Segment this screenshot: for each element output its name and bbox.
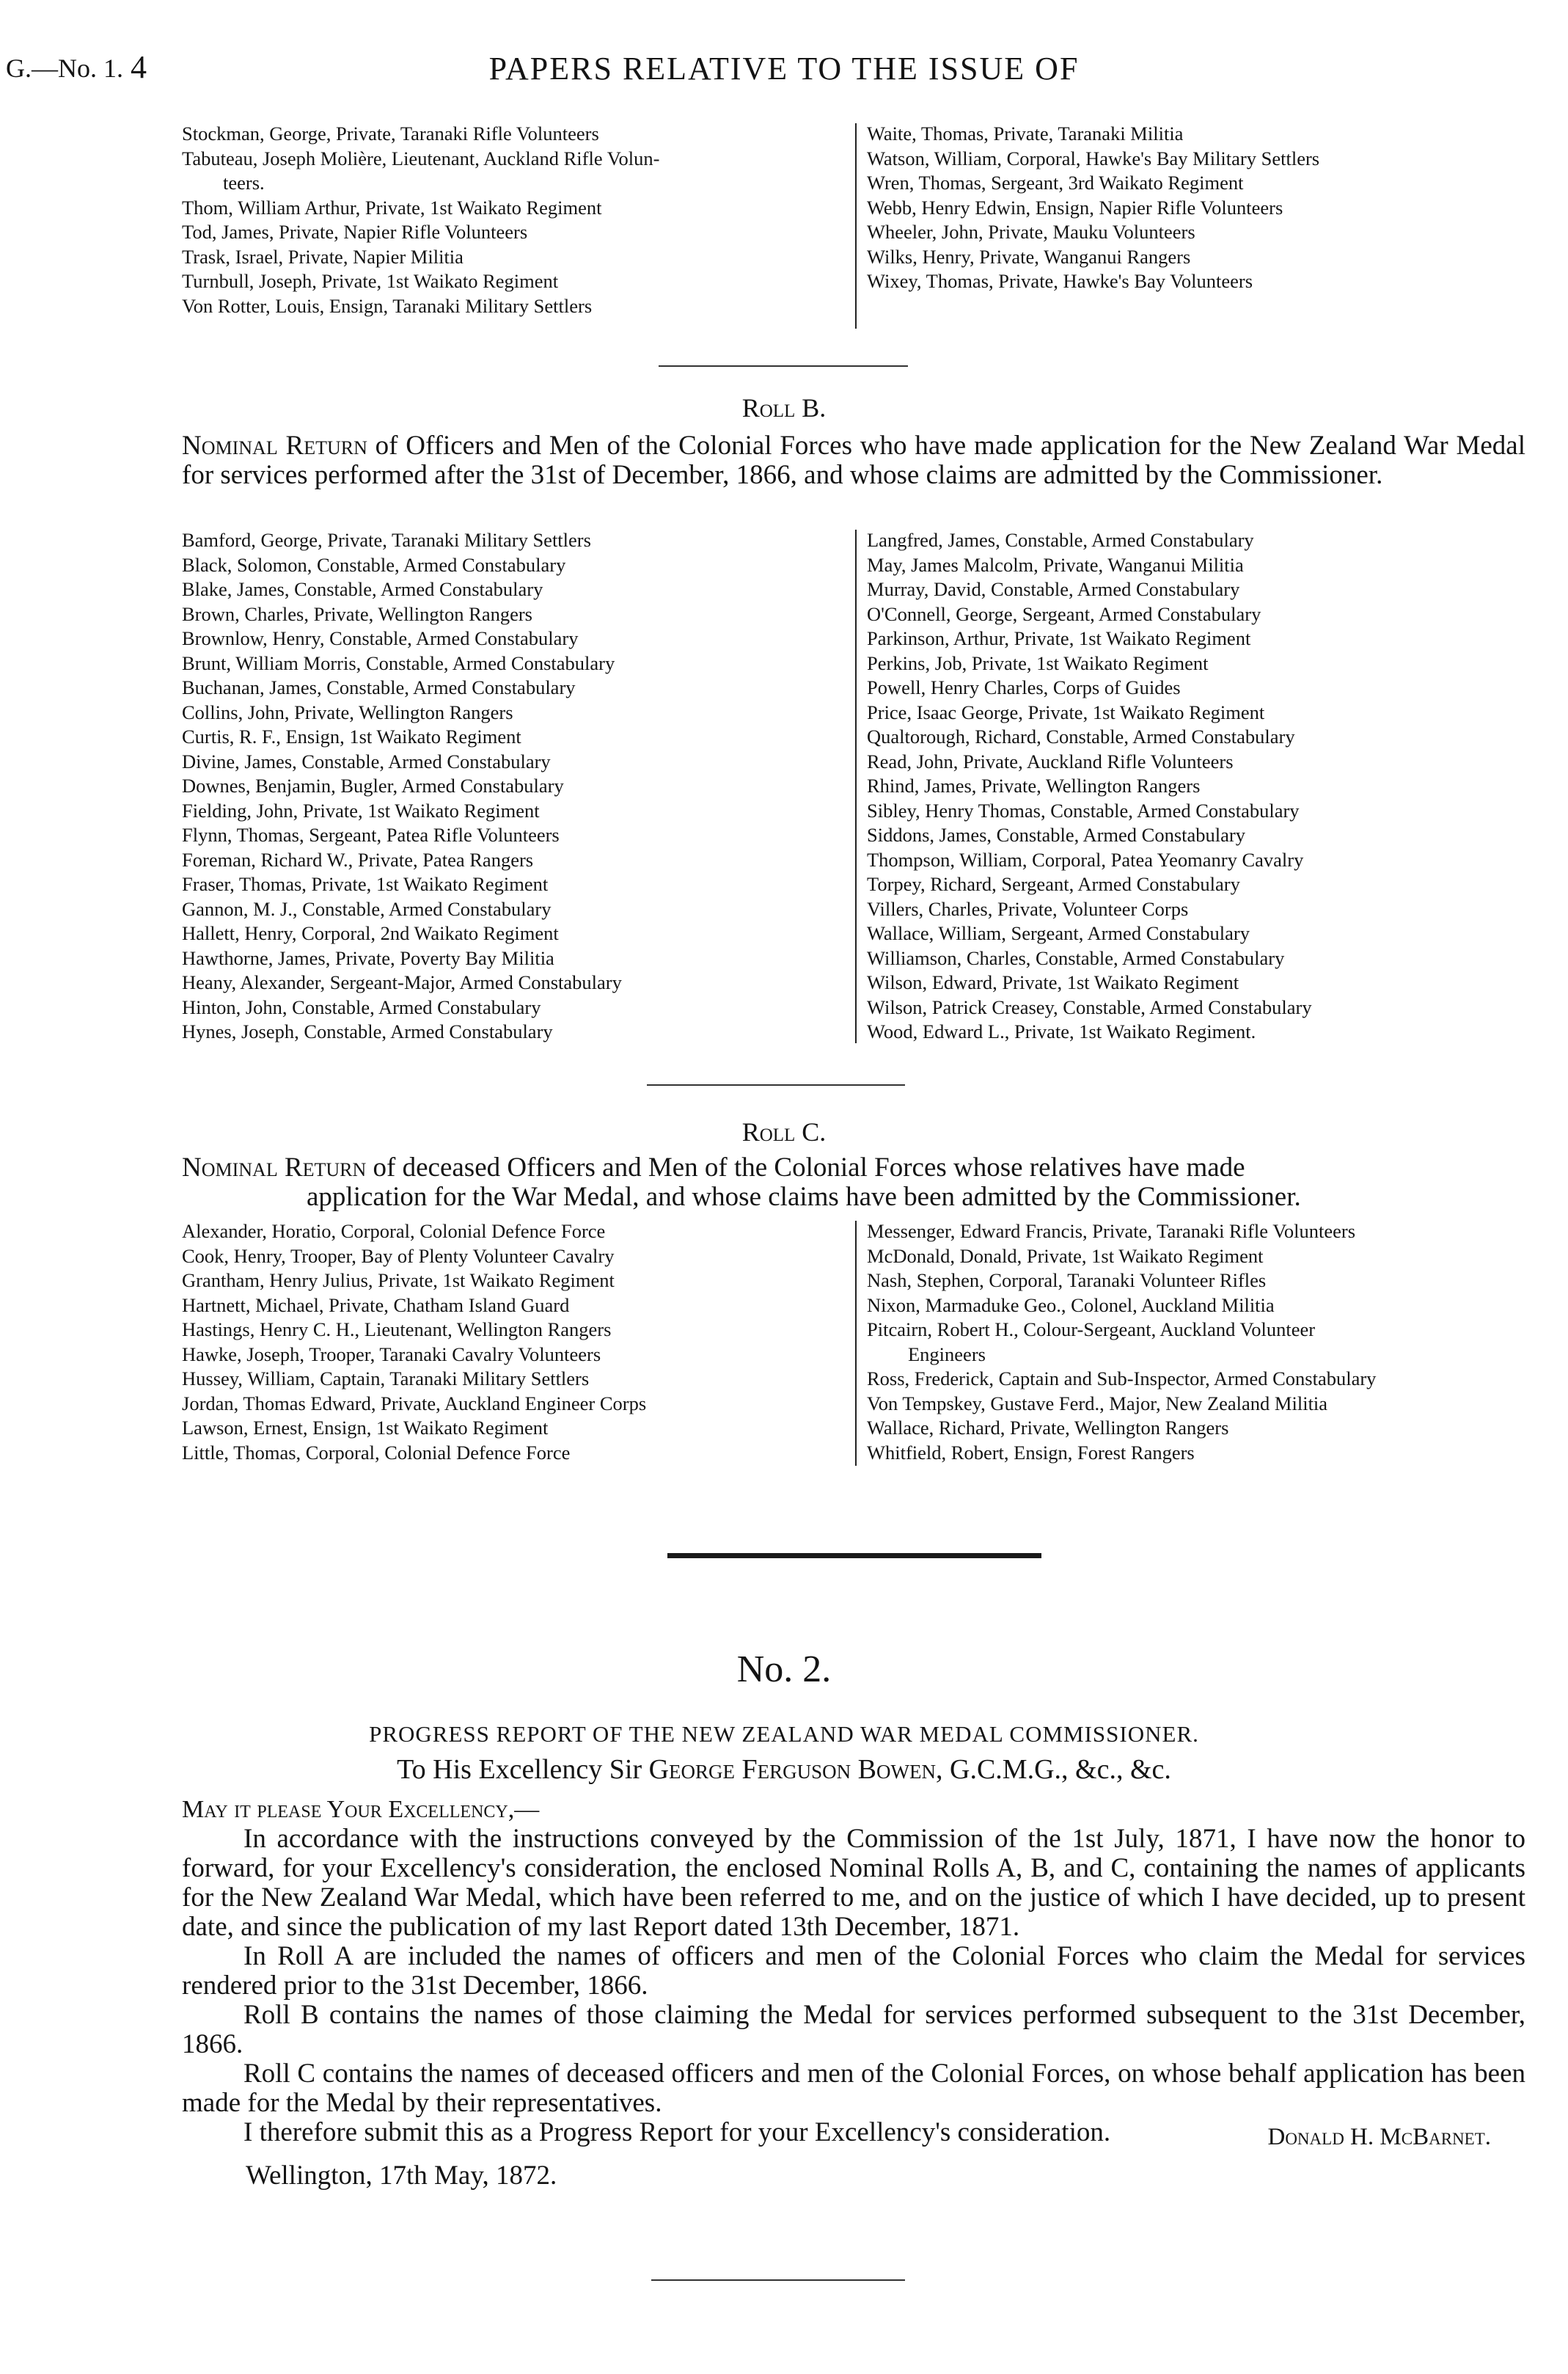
list-item: Von Rotter, Louis, Ensign, Taranaki Military Settlers — [182, 294, 593, 317]
list-item: Wallace, Richard, Private, Wellington Rangers — [867, 1417, 1229, 1439]
list-item: Hynes, Joseph, Constable, Armed Constabulary — [182, 1020, 553, 1042]
list-item: Messenger, Edward Francis, Private, Taranaki Rifle Volunteers — [867, 1220, 1356, 1242]
list-item: Hallett, Henry, Corporal, 2nd Waikato Regiment — [182, 922, 559, 944]
report-paragraph: I therefore submit this as a Progress Report for your Excellency's consideration. — [243, 2117, 1111, 2147]
list-item: Hussey, William, Captain, Taranaki Military Settlers — [182, 1367, 590, 1389]
list-item: Grantham, Henry Julius, Private, 1st Waikato Regiment — [182, 1269, 615, 1291]
page-number: 4 — [131, 49, 147, 85]
report-paragraph: Roll C contains the names of deceased officers and men of the Colonial Forces, on whose behalf application has been made for the Medal by their representatives. — [182, 2059, 1525, 2118]
list-item: Jordan, Thomas Edward, Private, Auckland Engineer Corps — [182, 1392, 647, 1414]
list-item: Stockman, George, Private, Taranaki Rifle Volunteers — [182, 123, 599, 145]
list-item: Hawke, Joseph, Trooper, Taranaki Cavalry Volunteers — [182, 1343, 601, 1365]
list-item: McDonald, Donald, Private, 1st Waikato Regiment — [867, 1244, 1264, 1267]
list-item: Webb, Henry Edwin, Ensign, Napier Rifle Volunteers — [867, 196, 1283, 219]
roll-c-intro-line1 — [182, 1153, 1525, 1183]
list-item: Fraser, Thomas, Private, 1st Waikato Regiment — [182, 873, 549, 895]
list-item: Parkinson, Arthur, Private, 1st Waikato Regiment — [867, 627, 1251, 649]
page-reference: G.—No. 1. — [6, 54, 123, 83]
list-item: Sibley, Henry Thomas, Constable, Armed Constabulary — [867, 799, 1300, 822]
list-item: Nixon, Marmaduke Geo., Colonel, Auckland Militia — [867, 1293, 1275, 1316]
list-item: Bamford, George, Private, Taranaki Military Settlers — [182, 529, 591, 551]
section-divider — [659, 365, 908, 367]
list-item: Perkins, Job, Private, 1st Waikato Regiment — [867, 651, 1209, 674]
report-paragraph: Roll B contains the names of those claiming the Medal for services performed subsequent to the 31st December, 1866. — [182, 2000, 1525, 2059]
column-divider — [855, 530, 857, 1043]
list-item: Williamson, Charles, Constable, Armed Constabulary — [867, 946, 1285, 969]
list-item: Wren, Thomas, Sergeant, 3rd Waikato Regiment — [867, 172, 1244, 194]
list-item: Thom, William Arthur, Private, 1st Waikato Regiment — [182, 196, 602, 219]
roll-b-intro — [182, 431, 1525, 490]
roll-b-right-column — [867, 528, 1312, 1045]
list-item: Alexander, Horatio, Corporal, Colonial Defence Force — [182, 1220, 606, 1242]
roll-c-intro-text: of deceased Officers and Men of the Colonial Forces whose relatives have made — [366, 1153, 1245, 1183]
list-item: May, James Malcolm, Private, Wanganui Militia — [867, 553, 1244, 576]
list-item: Wilks, Henry, Private, Wanganui Rangers — [867, 245, 1191, 268]
list-item: Hawthorne, James, Private, Poverty Bay Militia — [182, 946, 554, 969]
list-item: Wood, Edward L., Private, 1st Waikato Regiment. — [867, 1020, 1256, 1042]
report-addressee — [0, 1753, 1568, 1786]
list-item: Curtis, R. F., Ensign, 1st Waikato Regiment — [182, 726, 521, 748]
list-item: Nash, Stephen, Corporal, Taranaki Volunteer Rifles — [867, 1269, 1267, 1291]
roll-a-left-column — [182, 122, 659, 318]
list-item: Fielding, John, Private, 1st Waikato Regiment — [182, 799, 540, 822]
list-item: Villers, Charles, Private, Volunteer Corps — [867, 897, 1189, 920]
roll-c-left-column — [182, 1219, 646, 1465]
list-item: Murray, David, Constable, Armed Constabulary — [867, 578, 1240, 600]
list-item: Lawson, Ernest, Ensign, 1st Waikato Regiment — [182, 1417, 549, 1439]
report-number: No. 2. — [736, 1648, 832, 1690]
report-body — [182, 1825, 1525, 2147]
list-item: Pitcairn, Robert H., Colour-Sergeant, Auckland Volunteer — [867, 1318, 1316, 1340]
list-item: Qualtorough, Richard, Constable, Armed Constabulary — [867, 726, 1295, 748]
roll-b-intro-label: Nominal Return — [182, 431, 367, 461]
list-item: Downes, Benjamin, Bugler, Armed Constabulary — [182, 775, 564, 797]
roll-b-intro-text: of Officers and Men of the Colonial Forces who have made application for the New Zealand War Medal for services performed after the 31st of December, 1866, and whose claims are admitted by the Commissioner. — [182, 431, 1526, 490]
list-item: Flynn, Thomas, Sergeant, Patea Rifle Volunteers — [182, 824, 560, 846]
list-item-continuation: teers. — [223, 172, 265, 194]
list-item: Wallace, William, Sergeant, Armed Constabulary — [867, 922, 1250, 944]
section-divider — [647, 1084, 905, 1086]
list-item: Little, Thomas, Corporal, Colonial Defence Force — [182, 1441, 571, 1464]
salutation: May it please Your Excellency,— — [182, 1796, 540, 1823]
list-item: Langfred, James, Constable, Armed Constabulary — [867, 529, 1254, 551]
list-item: Foreman, Richard W., Private, Patea Rangers — [182, 848, 534, 871]
list-item: Waite, Thomas, Private, Taranaki Militia — [867, 123, 1184, 145]
list-item: Brunt, William Morris, Constable, Armed Constabulary — [182, 651, 615, 674]
roll-c-title: Roll C. — [741, 1117, 827, 1147]
footer-divider — [651, 2279, 905, 2281]
roll-b-title: Roll B. — [741, 393, 827, 423]
list-item: Watson, William, Corporal, Hawke's Bay Military Settlers — [867, 147, 1320, 169]
list-item: Wheeler, John, Private, Mauku Volunteers — [867, 221, 1195, 243]
list-item: Buchanan, James, Constable, Armed Constabulary — [182, 676, 576, 698]
signature: Donald H. McBarnet. — [1267, 2124, 1491, 2150]
section-divider-thick — [667, 1553, 1041, 1558]
list-item: Wixey, Thomas, Private, Hawke's Bay Volunteers — [867, 270, 1253, 292]
list-item: Tabuteau, Joseph Molière, Lieutenant, Auckland Rifle Volun- — [182, 147, 660, 169]
page-title: PAPERS RELATIVE TO THE ISSUE OF — [488, 51, 1080, 87]
list-item: Siddons, James, Constable, Armed Constabulary — [867, 824, 1245, 846]
column-divider — [855, 123, 857, 329]
list-item: Black, Solomon, Constable, Armed Constabulary — [182, 553, 566, 576]
list-item: Rhind, James, Private, Wellington Rangers — [867, 775, 1201, 797]
list-item: Brown, Charles, Private, Wellington Rangers — [182, 602, 532, 625]
list-item: Trask, Israel, Private, Napier Militia — [182, 245, 464, 268]
list-item: Powell, Henry Charles, Corps of Guides — [867, 676, 1181, 698]
list-item: Hastings, Henry C. H., Lieutenant, Wellington Rangers — [182, 1318, 612, 1340]
list-item: Thompson, William, Corporal, Patea Yeomanry Cavalry — [867, 848, 1304, 871]
roll-c-intro — [182, 1153, 1525, 1212]
list-item: Hartnett, Michael, Private, Chatham Island Guard — [182, 1293, 570, 1316]
list-item: O'Connell, George, Sergeant, Armed Constabulary — [867, 602, 1261, 625]
list-item: Heany, Alexander, Sergeant-Major, Armed Constabulary — [182, 971, 622, 993]
list-item: Turnbull, Joseph, Private, 1st Waikato Regiment — [182, 270, 559, 292]
list-item: Hinton, John, Constable, Armed Constabulary — [182, 996, 541, 1018]
list-item: Collins, John, Private, Wellington Rangers — [182, 701, 513, 723]
list-item: Torpey, Richard, Sergeant, Armed Constabulary — [867, 873, 1240, 895]
list-item-continuation: Engineers — [908, 1343, 986, 1365]
list-item: Tod, James, Private, Napier Rifle Volunteers — [182, 221, 528, 243]
list-item: Wilson, Edward, Private, 1st Waikato Regiment — [867, 971, 1239, 993]
roll-c-intro-line2: application for the War Medal, and whose claims have been admitted by the Commissioner. — [307, 1182, 1301, 1212]
addressee-suffix: , G.C.M.G., &c., &c. — [936, 1754, 1171, 1785]
list-item: Wilson, Patrick Creasey, Constable, Armed Constabulary — [867, 996, 1312, 1018]
list-item: Ross, Frederick, Captain and Sub-Inspector, Armed Constabulary — [867, 1367, 1377, 1389]
roll-a-right-column — [867, 122, 1319, 294]
list-item: Von Tempskey, Gustave Ferd., Major, New Zealand Militia — [867, 1392, 1328, 1414]
report-paragraph: In Roll A are included the names of officers and men of the Colonial Forces who claim the Medal for services rendered prior to the 31st December, 1866. — [182, 1941, 1525, 2001]
list-item: Whitfield, Robert, Ensign, Forest Rangers — [867, 1441, 1195, 1464]
addressee-name: George Ferguson Bowen — [648, 1754, 936, 1785]
roll-b-left-column — [182, 528, 622, 1045]
roll-c-intro-label: Nominal Return — [182, 1153, 367, 1183]
list-item: Gannon, M. J., Constable, Armed Constabulary — [182, 897, 552, 920]
list-item: Divine, James, Constable, Armed Constabulary — [182, 750, 551, 773]
report-paragraph: In accordance with the instructions conveyed by the Commission of the 1st July, 1871, I have now the honor to forward, for your Excellency's consideration, the enclosed Nominal Rolls A, B, and C, containing the names of applicants for the New Zealand War Medal, which have been referred to me, and on the justice of which I have decided, up to present date, and since the publication of my last Report dated 13th December, 1871. — [182, 1824, 1525, 1942]
column-divider — [855, 1221, 857, 1466]
roll-c-right-column — [867, 1219, 1376, 1465]
list-item: Price, Isaac George, Private, 1st Waikato Regiment — [867, 701, 1265, 723]
place-date: Wellington, 17th May, 1872. — [246, 2161, 557, 2191]
list-item: Blake, James, Constable, Armed Constabulary — [182, 578, 543, 600]
report-title: PROGRESS REPORT OF THE NEW ZEALAND WAR MEDAL COMMISSIONER. — [369, 1721, 1199, 1747]
addressee-prefix: To His Excellency Sir — [397, 1754, 649, 1785]
list-item: Cook, Henry, Trooper, Bay of Plenty Volunteer Cavalry — [182, 1244, 615, 1267]
list-item: Read, John, Private, Auckland Rifle Volunteers — [867, 750, 1234, 773]
list-item: Brownlow, Henry, Constable, Armed Constabulary — [182, 627, 579, 649]
